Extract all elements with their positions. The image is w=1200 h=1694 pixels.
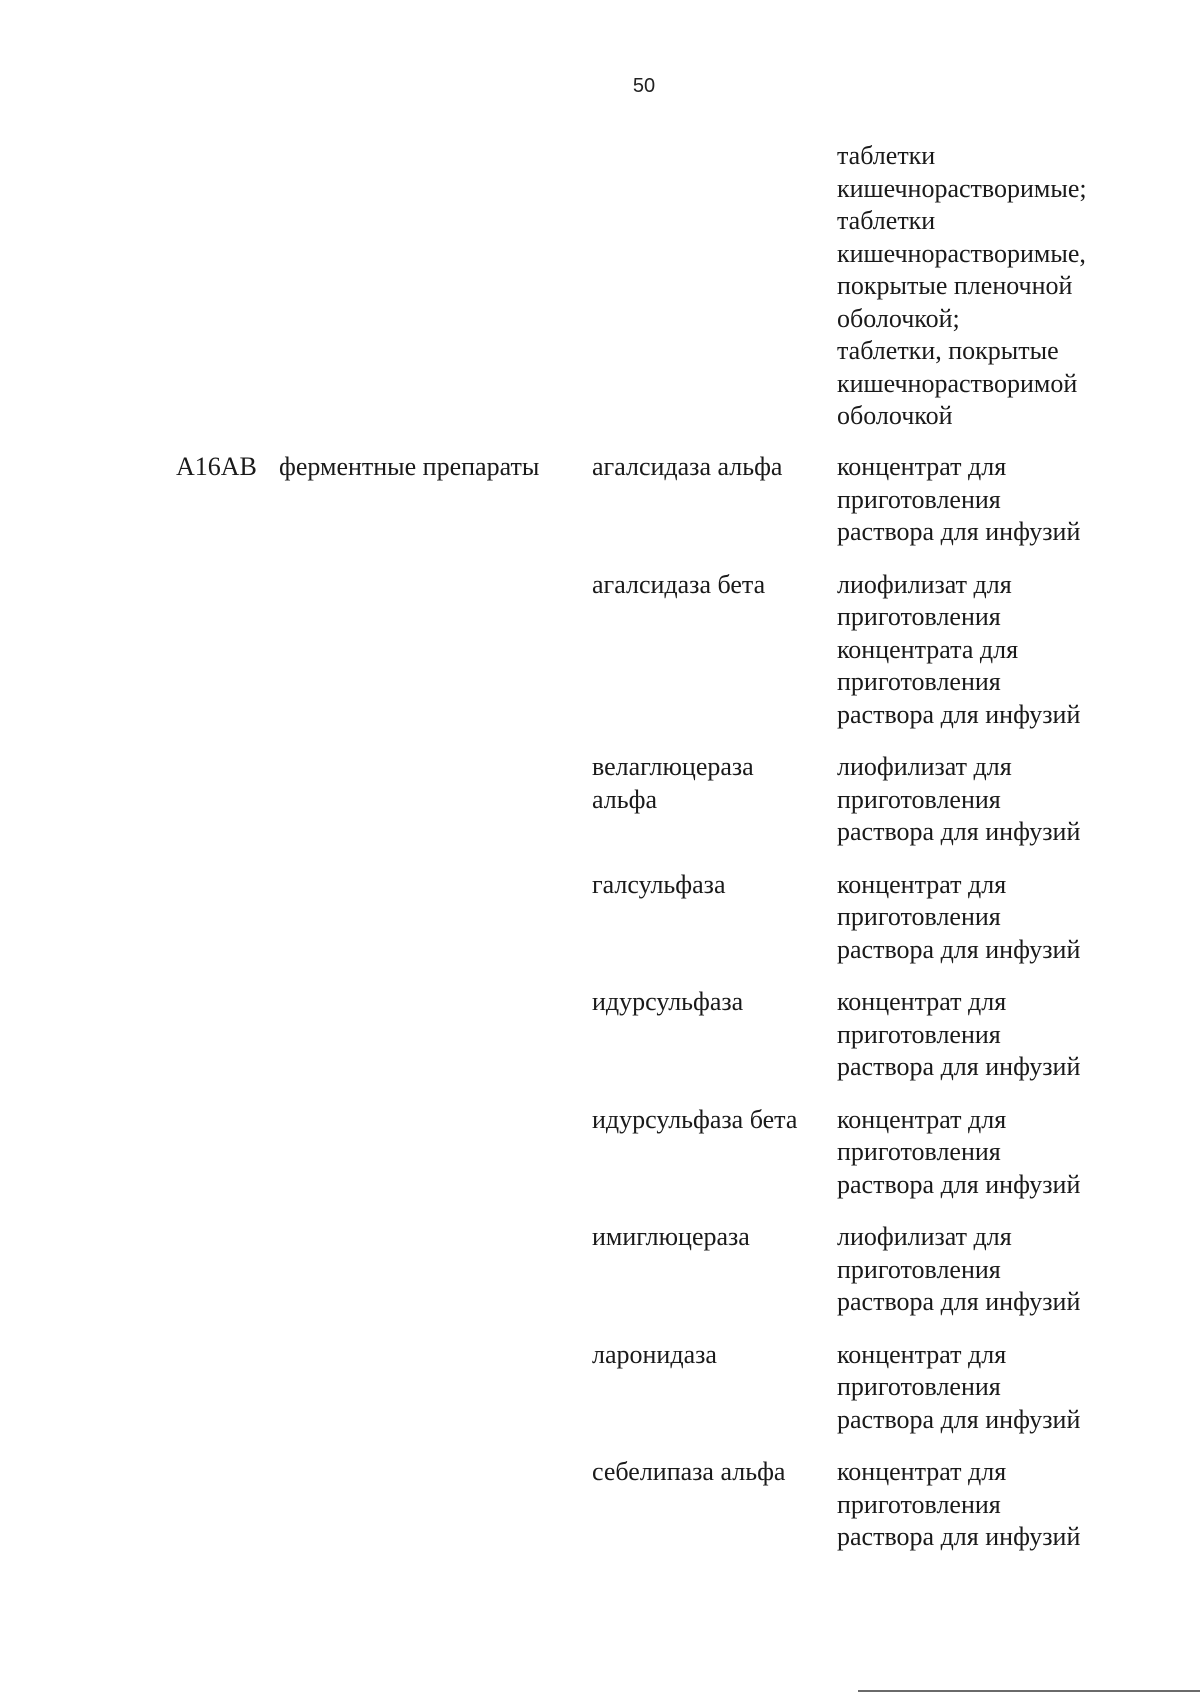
drug-name-cell (592, 451, 837, 549)
atc-group-name: ферментные препараты (279, 452, 540, 481)
dosage-form-line: таблетки (837, 206, 936, 235)
drug-name-cell (592, 986, 837, 1084)
dosage-form-line: раствора для инфузий (837, 699, 1081, 729)
dosage-form-line: концентрат для (837, 987, 1007, 1016)
dosage-form-line: концентрат для (837, 869, 1007, 899)
table-row (592, 986, 1152, 1084)
dosage-form-line: покрытые пленочной (837, 271, 1073, 300)
dosage-form-line: приготовления (837, 902, 1001, 931)
table-row (592, 451, 1152, 549)
dosage-form-cell (837, 451, 1137, 549)
dosage-form-line: кишечнорастворимые, (837, 238, 1086, 268)
dosage-form-line: приготовления (837, 1489, 1001, 1519)
drug-table (592, 451, 1152, 1574)
dosage-form-line: приготовления (837, 1019, 1001, 1049)
dosage-form-line: кишечнорастворимой (837, 368, 1078, 398)
table-row (592, 751, 1152, 849)
dosage-form-line: раствора для инфузий (837, 934, 1081, 964)
dosage-form-line: лиофилизат для (837, 569, 1012, 599)
dosage-form-line: оболочкой; (837, 303, 960, 333)
dosage-form-cell (837, 986, 1137, 1084)
dosage-form-line: таблетки, покрытые (837, 336, 1059, 365)
dosage-form-line: раствора для инфузий (837, 1169, 1081, 1199)
drug-name: галсульфаза (592, 869, 726, 899)
drug-name: имиглюцераза (592, 1222, 750, 1251)
dosage-form-line: концентрат для (837, 1339, 1007, 1369)
dosage-form-line: раствора для инфузий (837, 817, 1081, 846)
drug-name: идурсульфаза (592, 987, 744, 1016)
dosage-form-line: кишечнорастворимые; (837, 173, 1087, 203)
dosage-form-line: приготовления (837, 784, 1001, 814)
dosage-form-cell (837, 1221, 1137, 1319)
dosage-form-line: приготовления (837, 1372, 1001, 1401)
drug-name: ларонидаза (592, 1339, 717, 1369)
table-row (592, 869, 1152, 967)
atc-group-code: A16AB (176, 452, 257, 481)
dosage-form-line: концентрата для (837, 634, 1019, 664)
scan-edge-line (858, 1690, 1200, 1692)
drug-name-cell (592, 1104, 837, 1202)
dosage-form-line: приготовления (837, 667, 1001, 696)
dosage-form-line: раствора для инфузий (837, 1052, 1081, 1081)
drug-name: альфа (592, 784, 657, 814)
dosage-form-cell (837, 569, 1137, 732)
dosage-form-cell (837, 1456, 1137, 1554)
drug-name-cell (592, 1339, 837, 1437)
drug-name: агалсидаза бета (592, 569, 766, 599)
drug-name: велаглюцераза (592, 752, 754, 781)
dosage-form-line: раствора для инфузий (837, 1522, 1081, 1551)
table-row (592, 1221, 1152, 1319)
drug-name: агалсидаза альфа (592, 452, 783, 481)
dosage-form-cell (837, 751, 1137, 849)
table-row (592, 1104, 1152, 1202)
page-number: 50 (632, 75, 656, 97)
drug-name-cell (592, 751, 837, 849)
dosage-form-line: лиофилизат для (837, 1222, 1012, 1251)
table-row (592, 1339, 1152, 1437)
dosage-form-line: раствора для инфузий (837, 1404, 1081, 1434)
dosage-form-cell (837, 1104, 1137, 1202)
dosage-form-line: приготовления (837, 484, 1001, 514)
table-row (592, 569, 1152, 732)
dosage-form-line: концентрат для (837, 452, 1007, 481)
dosage-form-line: лиофилизат для (837, 752, 1012, 781)
dosage-form-line: раствора для инфузий (837, 1287, 1081, 1316)
drug-name: идурсульфаза бета (592, 1104, 798, 1134)
dosage-form-line: таблетки (837, 141, 936, 170)
dosage-form-cell (837, 869, 1137, 967)
dosage-form-line: приготовления (837, 1137, 1001, 1166)
drug-name-cell (592, 1456, 837, 1554)
dosage-form-line: концентрат для (837, 1104, 1007, 1134)
dosage-form-cell (837, 1339, 1137, 1437)
drug-name: себелипаза альфа (592, 1457, 786, 1486)
dosage-form-line: приготовления (837, 602, 1001, 631)
continued-dosage-forms (837, 140, 1137, 433)
table-row (592, 1456, 1152, 1554)
drug-name-cell (592, 569, 837, 732)
dosage-form-line: концентрат для (837, 1457, 1007, 1486)
dosage-form-line: приготовления (837, 1254, 1001, 1284)
dosage-form-line: оболочкой (837, 401, 953, 430)
dosage-form-line: раствора для инфузий (837, 517, 1081, 546)
drug-name-cell (592, 869, 837, 967)
drug-name-cell (592, 1221, 837, 1319)
